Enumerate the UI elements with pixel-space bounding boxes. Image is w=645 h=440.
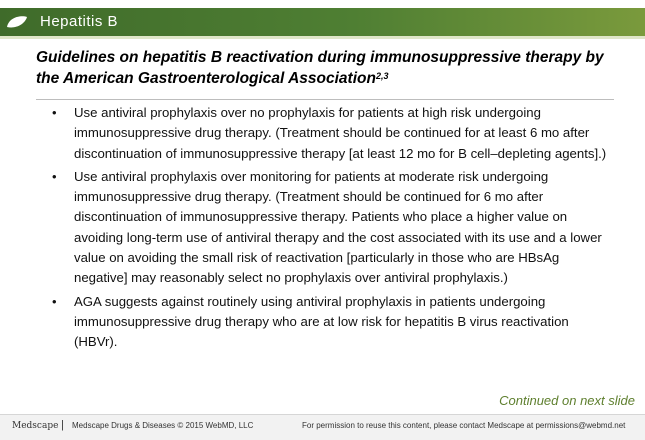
section-header-bar — [0, 8, 645, 36]
bullet-text: Use antiviral prophylaxis over no prophylaxis for patients at high risk undergoing immunosuppressive drug therapy. (Treatment should be continued for at least 6 mo after discontinuation of immunosuppressive therapy [at least 12 mo for B cell–depleting agents].) — [74, 105, 607, 161]
slide-title — [36, 47, 626, 89]
header-underline — [0, 36, 645, 39]
slide-title-superscript: 2,3 — [375, 71, 389, 81]
bullet-dot: • — [52, 105, 57, 120]
bullet-text: Use antiviral prophylaxis over monitoring for patients at moderate risk undergoing immunosuppressive drug therapy. (Treatment should be continued for 6 mo after discontinuation of immunosuppressive therapy. Patients who place a higher value on avoiding long-term use of antiviral therapy and the cost associated with its use and a lower value on avoiding the small risk of reactivation [particularly in those who are HBsAg negative] may reasonably select no prophylaxis over antiviral prophylaxis.) — [74, 168, 602, 286]
slide-title-text: Guidelines on hepatitis B reactivation during immunosuppressive therapy by the American Gastroenterological Association — [36, 49, 604, 87]
bullet-list — [52, 103, 612, 356]
footer — [0, 414, 645, 440]
bullet-dot: • — [52, 293, 57, 309]
bullet-item — [52, 103, 612, 164]
medscape-logo: Medscape — [12, 421, 59, 431]
continued-label: Continued on next slide — [499, 393, 635, 408]
section-title: Hepatitis B — [40, 13, 119, 30]
title-divider — [36, 99, 614, 100]
bullet-item — [52, 292, 612, 353]
leaf-icon — [6, 15, 28, 29]
bullet-text: AGA suggests against routinely using antiviral prophylaxis in patients undergoing immunosuppressive drug therapy who are at low risk for hepatitis B virus reactivation (HBVr). — [74, 293, 569, 350]
footer-separator: | — [61, 419, 64, 431]
bullet-item — [52, 167, 612, 289]
bullet-dot: • — [52, 168, 57, 184]
footer-copyright: Medscape Drugs & Diseases © 2015 WebMD, LLC — [72, 421, 254, 430]
footer-permission: For permission to reuse this content, please contact Medscape at permissions@webmd.net — [302, 421, 626, 430]
